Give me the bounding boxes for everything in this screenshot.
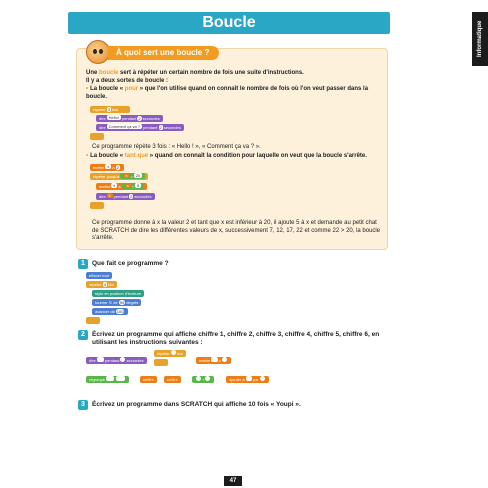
block-add-to: ajouter à par — [226, 376, 269, 383]
section-tab: Informatique — [472, 12, 488, 66]
block-repeat: répéter 3 fois — [90, 106, 130, 113]
page-title: Boucle — [68, 12, 390, 34]
exercise-1-number: 1 — [78, 259, 88, 269]
block-repeat-4-end — [86, 317, 100, 324]
block-turn: tourner ↻ de 90 degrés — [92, 299, 141, 306]
block-until-end — [90, 202, 104, 209]
bullet-tant-que: • La boucle « tant que » quand on connaît la condition pour laquelle on veut que la boucle s'arrête. — [86, 153, 367, 159]
exercise-2-number: 2 — [78, 330, 88, 340]
intro-text: Une boucle sert à répéter un certain nombre de fois une suite d'instructions. — [86, 70, 304, 76]
intro-line2: Il y a deux sortes de boucle : — [86, 78, 169, 84]
info-box-title: À quoi sert une boucle ? — [108, 46, 219, 60]
bullet-pour: • La boucle « pour » que l'on utilise quand on connaît le nombre de fois où l'on veut passer dans la boucle. — [86, 86, 369, 100]
block-clear: effacer tout — [86, 272, 112, 279]
block-set-x: mettre x à 2 — [90, 164, 124, 171]
block-move: avancer de 100 — [92, 308, 128, 315]
block-var-chiffre: chiffre — [140, 376, 157, 383]
prog1-note: Ce programme répète 3 fois : « Hello ! », « Comment ça va ? ». — [92, 144, 261, 150]
block-repeat-end — [90, 133, 104, 140]
block-say-comment: dire Comment ça va ? pendant 2 secondes — [96, 124, 184, 131]
exercise-1-text: Que fait ce programme ? — [92, 260, 169, 267]
block-var-chiffre-2: chiffre — [164, 376, 181, 383]
block-repeat-n: répéter fois — [154, 350, 186, 357]
block-repeat-until: répéter jusqu'à x > 20 — [90, 173, 148, 180]
prog2-note: Ce programme donne à x la valeur 2 et tant que x est inférieur à 20, il ajoute 5 à x et demande au petit chat de SCRATCH de dire les différentes valeurs de x, successivement 7, 12, 17, 22 et comme 22 > 20, la boucle s'arrête. — [92, 220, 381, 241]
exercise-3-number: 3 — [78, 400, 88, 410]
block-say-hello: dire Hello! pendant 2 secondes — [96, 115, 163, 122]
block-say-x: dire x pendant 2 secondes — [96, 193, 155, 200]
exercise-3-text: Écrivez un programme dans SCRATCH qui affiche 10 fois « Youpi ». — [92, 401, 301, 408]
block-join: regroupe — [86, 376, 129, 383]
block-say-for: dire pendant secondes — [86, 357, 147, 364]
exercise-2-text: Écrivez un programme qui affiche chiffre 1, chiffre 2, chiffre 3, chiffre 4, chiffre 5, chiffre 6, en utilisant les instructions suivantes : — [92, 331, 380, 346]
block-pen-down: stylo en position d'écriture — [92, 290, 144, 297]
block-plus: + — [192, 376, 214, 383]
mascot-face-icon — [86, 40, 110, 64]
page-number: 47 — [224, 476, 242, 486]
block-repeat-4: répéter 4 fois — [86, 281, 117, 288]
block-set-x-plus: mettre x à x + 5 — [96, 183, 147, 190]
block-repeat-n-end — [154, 359, 168, 366]
block-set: mettre à — [196, 357, 231, 364]
rotate-icon: ↻ — [108, 300, 113, 305]
